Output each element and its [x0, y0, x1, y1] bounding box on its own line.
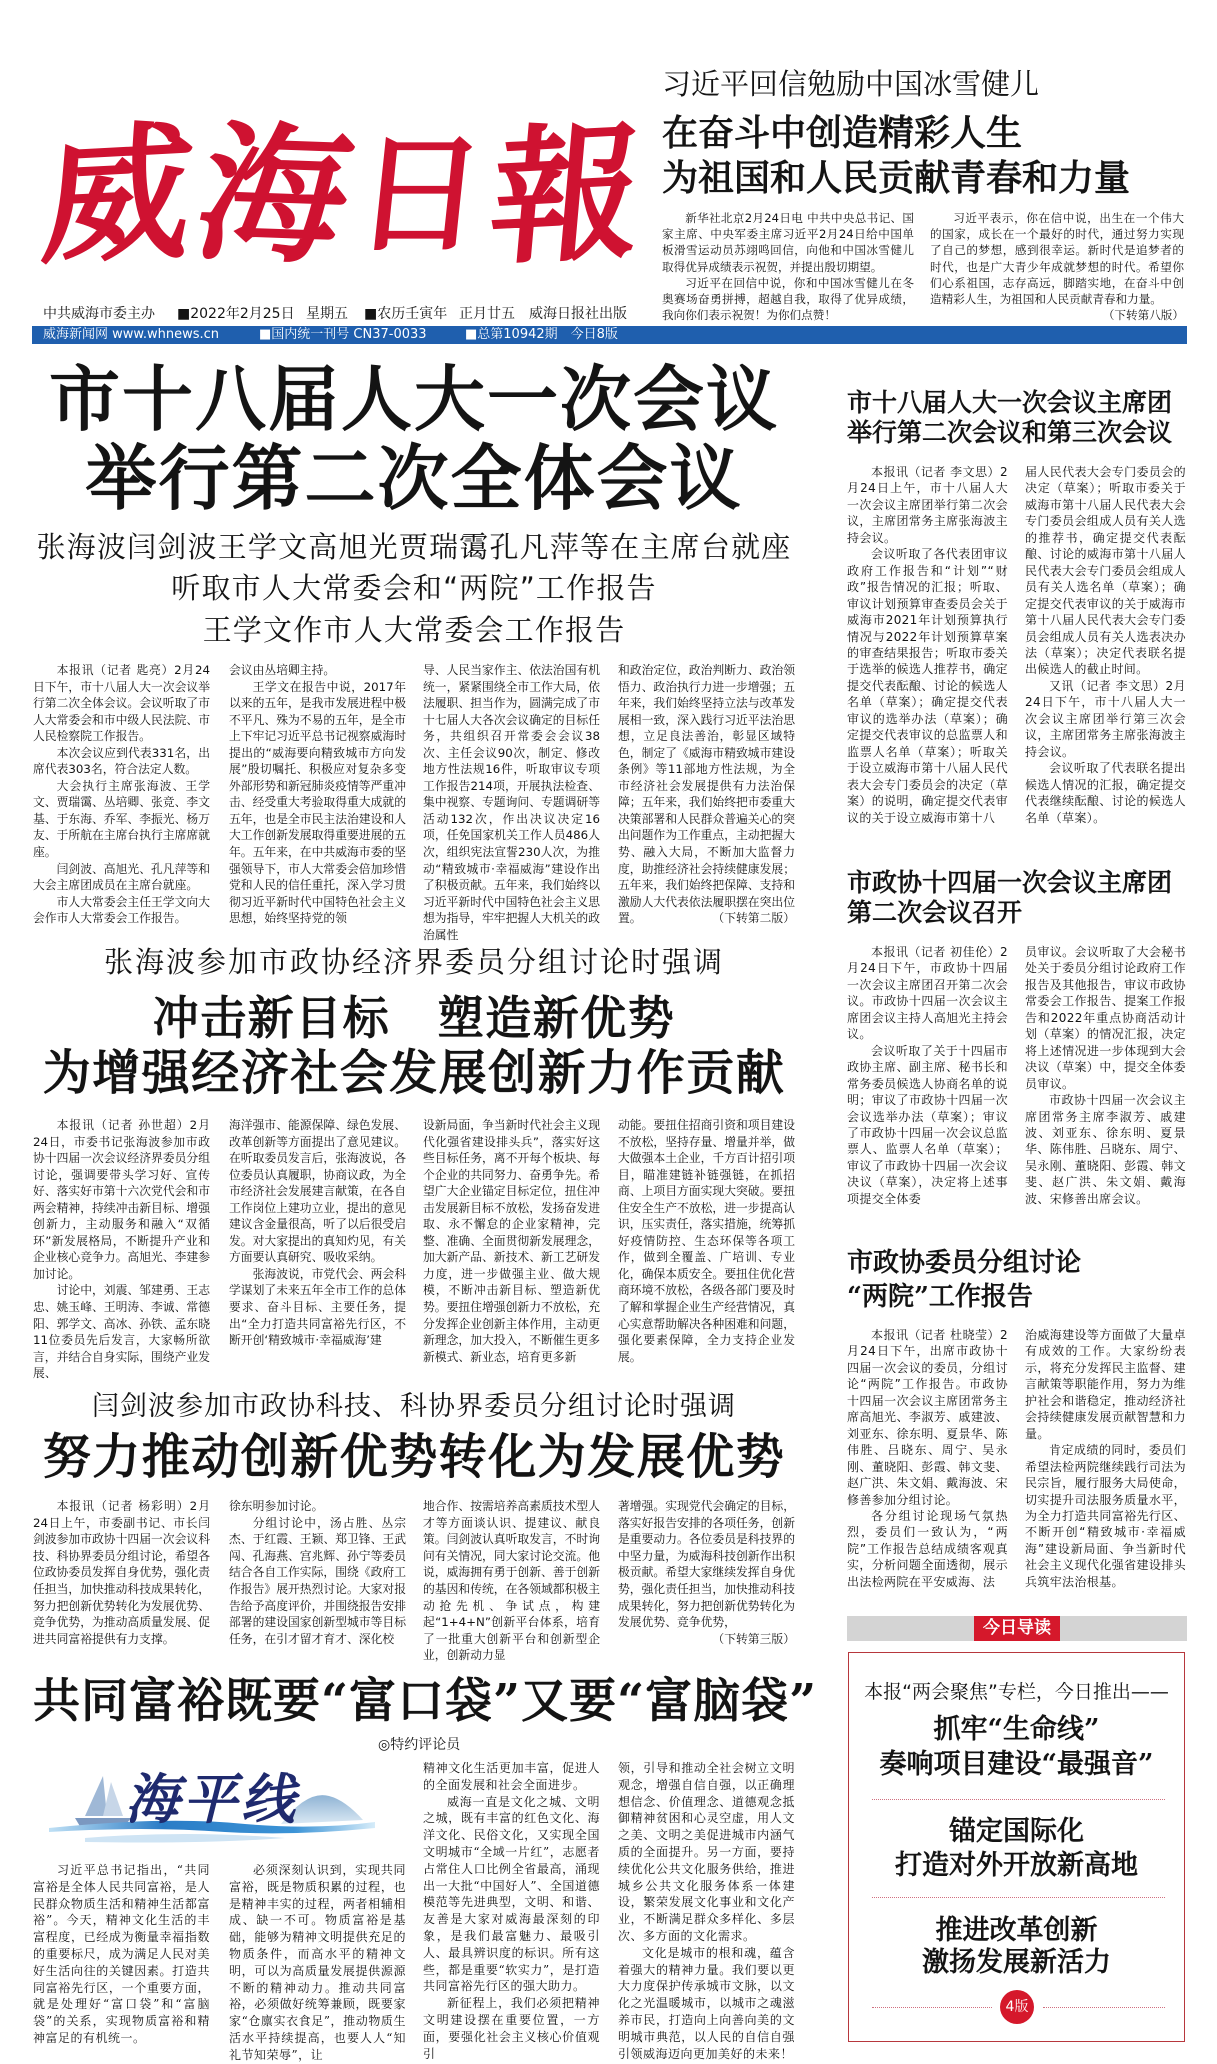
paragraph: 设新局面，争当新时代社会主义现代化强省建设排头兵”，落实好这些目标任务，离不开每个板块、每个企业的共同努力、奋勇争先。希望广大企业锚定目标定位，扭住冲击发展新目标不放松，发扬奋发进取、永不懈怠的企业家精神，完整、准确、全面贯彻新发展理念，加大新产品、新技术、新工艺研发力度，进一步做强主业、做大规模，不断冲击新目标、塑造新优势。要扭住增强创新力不放松，充分发挥企业创新主体作用，主动更新理念，加大投入，不断催生更多新模式、新业态，培育更多新 [423, 1118, 600, 1364]
newspaper-logo [35, 92, 649, 298]
guide-item-title[interactable]: 锚定国际化 [949, 1816, 1084, 1847]
guide-item-title[interactable]: 推进改革创新 [935, 1915, 1098, 1946]
presidium-headline[interactable]: 举行第二次会议和第三次会议 [847, 418, 1173, 447]
paragraph: 新华社北京2月24日电 中共中央总书记、国家主席、中央军委主席习近平2月24日给中国单板滑雪运动员苏翊鸣回信，向他和中国冰雪健儿取得优异成绩表示祝贺，并提出殷切期望。 [662, 211, 914, 274]
column-logo-text: 海平线 [125, 1767, 299, 1831]
paragraph: 本报讯（记者 孙世超）2月24日，市委书记张海波参加市政协十四届一次会议经济界委员分组讨论，强调要带头学习好、宣传好、落实好市第十六次党代会和市两会精神，持续冲击新目标、增强创新力，主动服务和融入“双循环”新发展格局，不断提升产业和企业核心竞争力。高旭光、李建参加讨论。 [33, 1118, 210, 1281]
article-column [847, 944, 1008, 1207]
article-column [423, 662, 600, 942]
paragraph: 会议听取了各代表团审议政府工作报告和“计划”“财政”报告情况的汇报；听取、审议计划预算审查委员会关于威海市2021年计划预算执行情况与2022年计划预算草案的审查结果报告；听取市委关于选举的候选人推荐书，确定提交代表酝酿、讨论的候选人名单（草案）；确定提交代表审议的选举办法（草案）；确定提交代表审议的总监票人和监票人名单（草案）；听取关于设立威海市第十八届人民代表大会专门委员会的决定（草案）的说明，确定提交代表审议的关于设立威海市第十八 [847, 547, 1008, 825]
paragraph: 习近平总书记指出，“共同富裕是全体人民共同富裕，是人民群众物质生活和精神生活都富裕”。今天，精神文化生活的丰富程度，已经成为衡量幸福指数的重要标尺，成为满足人民对美好生活向往的关键因素。打造共同富裕先行区，一个重要方面，就是处理好“富口袋”和“富脑袋”的关系，实现物质富裕和精神富足的有机统一。 [33, 1863, 210, 2045]
divider [872, 1897, 1165, 1898]
lead-subhead: 王学文作市人大常委会工作报告 [202, 613, 626, 647]
lead-subhead: 张海波闫剑波王学文高旭光贾瑞霭孔凡萍等在主席台就座 [36, 530, 792, 564]
paragraph: 领，引导和推动全社会树立文明观念，增强自信自强，以正确理想信念、价值理念、道德观念抵御精神贫困和心灵空虚，用人文之美、文明之美促进城市内涵气质的全面提升。另一方面，要持续优化公共文化服务供给，推进城乡公共文化服务体系一体建设，繁荣发展文化事业和文化产业，不断满足群众多样化、多层次、多方面的文化需求。 [618, 1761, 795, 1943]
sponsor: 中共威海市委主办 [43, 306, 155, 322]
article-column [662, 210, 914, 323]
lead-headline[interactable]: 举行第二次全体会议 [85, 436, 743, 520]
publisher: 威海日报社出版 [529, 306, 627, 322]
paragraph: 员审议。会议听取了大会秘书处关于委员分组讨论政府工作报告及其他报告，审议市政协常委会工作报告、提案工作报告和2022年重点协商活动计划（草案）的情况汇报，决定将上述情况进一步体现到大会决议（草案）中，提交全体委员审议。 [1025, 945, 1186, 1091]
cppcc-presidium-headline[interactable]: 第二次会议召开 [847, 898, 1023, 927]
article-column [229, 1117, 406, 1365]
serial-number: ■国内统一刊号 CN37-0033 [259, 327, 427, 342]
paragraph: 大会执行主席张海波、王学文、贾瑞霭、丛培卿、张竞、李文基、于东海、乔军、李振光、杨万友、于所航在主席台执行主席席就座。 [33, 778, 210, 860]
paragraph: 王学文在报告中说，2017年以来的五年，是我市发展进程中极不平凡、殊为不易的五年，是全市上下牢记习近平总书记视察威海时提出的“威海要向精致城市方向发展”殷切嘱托、积极应对复杂多变外部形势和新冠肺炎疫情等严重冲击、经受重大考验取得重大成就的五年，也是全市民主法治建设和人大工作创新发展取得重要进展的五年。五年来，在中共威海市委的坚强领导下，市人大常委会倍加珍惜党和人民的信任重托，深入学习贯彻习近平新时代中国特色社会主义思想，始终坚持党的领 [229, 679, 406, 926]
divider [1043, 2007, 1165, 2008]
paragraph: 本次会议应到代表331名，出席代表303名，符合法定人数。 [33, 745, 210, 777]
logo-char: 報 [483, 104, 649, 286]
article-column [618, 1760, 795, 2061]
article-column [33, 1862, 210, 2047]
top-story-headline[interactable]: 在奋斗中创造精彩人生 [662, 112, 1023, 154]
article-column [930, 210, 1184, 323]
paragraph: 本报讯（记者 匙亮）2月24日下午，市十八届人大一次会议举行第二次全体会议。会议听取了市人大常委会和市中级人民法院、市人民检察院工作报告。 [33, 663, 210, 744]
logo-char: 日 [348, 120, 492, 270]
paragraph: 讨论中，刘震、邹建勇、王志忠、姚玉峰、王明涛、李诚、常德阳、郭学文、高冰、孙铁、孟东晓11位委员先后发言，大家畅所欲言，并结合自身实际，围绕产业发展、 [33, 1283, 210, 1381]
wave-graphic [85, 1834, 285, 1843]
tech-story-headline[interactable]: 努力推动创新优势转化为发展优势 [42, 1429, 786, 1485]
paragraph: 文化是城市的根和魂，蕴含着强大的精神力量。我们要以更大力度保护传承城市文脉，以文化之光温暖城市，以城市之魂滋养市民，打造向上向善向美的文明城市典范，以人民的自信自强引领威海迈向更加美好的未来！ [618, 1945, 795, 2061]
issue-date: ■2022年2月25日 [177, 306, 295, 322]
paragraph: 会议由丛培卿主持。 [229, 663, 336, 677]
presidium-headline[interactable]: 市十八届人大一次会议主席团 [847, 388, 1173, 417]
paragraph: 海洋强市、能源保障、绿色发展、改革创新等方面提出了意见建议。在听取委员发言后，张海波说，各位委员认真履职，协商议政，为全市经济社会发展建言献策，在各自工作岗位上建功立业，提出的意见建议含金量很高，听了以后很受启发。对大家提出的真知灼见，有关方面要认真研究、吸收采纳。 [229, 1118, 406, 1265]
masthead-info-bar [32, 326, 1187, 344]
cppcc-discussion-headline[interactable]: “两院”工作报告 [847, 1282, 1033, 1312]
article-column [229, 662, 406, 927]
article-column [1025, 1327, 1186, 1590]
paragraph: 徐东明参加讨论。 [229, 1499, 324, 1513]
guide-intro: 本报“两会聚焦”专栏，今日推出—— [864, 1681, 1169, 1703]
paragraph: 会议听取了代表联名提出候选人情况的汇报，确定提交代表继续酝酿、讨论的候选人名单（草案）。 [1025, 761, 1186, 825]
top-story-headline[interactable]: 为祖国和人民贡献青春和力量 [662, 157, 1131, 199]
website: 威海新闻网 www.whnews.cn [43, 327, 220, 342]
paragraph: 届人民代表大会专门委员会的决定（草案）；听取市委关于威海市第十八届人民代表大会专门委员会组成人员有关人选的推荐书，确定提交代表酝酿、讨论的威海市第十八届人民代表大会专门委员会组成人员有关人选名单（草案）；确定提交代表审议的关于威海市第十八届人民代表大会专门委员会组成人员有关人选表决办法（草案）；决定代表联名提出候选人的截止时间。 [1025, 465, 1186, 677]
paragraph: 本报讯（记者 初佳伦）2月24日下午，市政协十四届一次会议主席团召开第二次会议。市政协十四届一次会议主席团会议主持人高旭光主持会议。 [847, 945, 1008, 1042]
paragraph: 新征程上，我们必须把精神文明建设摆在重要位置，一方面，要强化社会主义核心价值观引 [423, 1996, 600, 2061]
paragraph: 导、人民当家作主、依法治国有机统一，紧紧围绕全市工作大局，依法履职、担当作为，圆满完成了市十七届人大各次会议确定的目标任务，共组织召开常委会会议38次、主任会议90次，制定、修改地方性法规16件，听取审议专项工作报告214项，开展执法检查、集中视察、专题询问、专题调研等活动132次，作出决议决定16项，任免国家机关工作人员486人次，组织宪法宣誓230人次，为推动“精致城市·幸福威海”建设作出了积极贡献。五年来，我们始终以习近平新时代中国特色社会主义思想为指导，牢牢把握人大机关的政治属性 [423, 663, 600, 942]
paragraph: 会议听取了关于十四届市政协主席、副主席、秘书长和常务委员候选人协商名单的说明；审议了市政协十四届一次会议选举办法（草案）；审议了市政协十四届一次会议总监票人、监票人名单（草案）；审议了市政协十四届一次会议决议（草案），决定将上述事项提交全体委 [847, 1043, 1008, 1206]
article-column [33, 662, 210, 927]
cppcc-presidium-headline[interactable]: 市政协十四届一次会议主席团 [847, 868, 1173, 897]
paragraph: 各分组讨论现场气氛热烈，委员们一致认为，“两院”工作报告总结成绩客观真实，分析问题全面透彻，展示出法检两院在平安威海、法 [847, 1508, 1008, 1589]
paragraph: 动能。要扭住招商引资和项目建设不放松，坚持存量、增量并举，做大做强本土企业，千方百计招引项目，瞄准建链补链强链，在抓招商、上项目方面实现大突破。要扭住安全生产不放松，进一步提高认识，压实责任，落实措施，统筹抓好疫情防控、生态环保等各项工作，做到全覆盖、广培训、专业化，确保本质安全。要扭住优化营商环境不放松，各级各部门要及时了解和掌握企业生产经营情况，真心实意帮助解决各种困难和问题，强化要素保障，全力支持企业发展。 [618, 1118, 795, 1364]
tech-story-kicker[interactable]: 闫剑波参加市政协科技、科协界委员分组讨论时强调 [92, 1391, 736, 1422]
column-logo [45, 1766, 377, 1848]
paragraph: 治威海建设等方面做了大量卓有成效的工作。大家纷纷表示，将充分发挥民主监督、建言献策等职能作用，努力为维护社会和谐稳定，推动经济社会持续健康发展贡献智慧和力量。 [1025, 1328, 1186, 1441]
paragraph: 精神文化生活更加丰富，促进人的全面发展和社会全面进步。 [423, 1761, 600, 1792]
article-column [33, 1117, 210, 1381]
paragraph: 本报讯（记者 杨彩明）2月24日上午，市委副书记、市长闫剑波参加市政协十四届一次会议科技、科协界委员分组讨论，希望各位政协委员发挥自身优势，强化责任担当，加快推动科技成果转化，努力把创新优势转化为发展优势、竞争优势，为推动高质量发展、促进共同富裕提供有力支撑。 [33, 1499, 210, 1646]
issue-number: ■总第10942期 今日8版 [465, 327, 618, 342]
paragraph: 和政治定位，政治判断力、政治领悟力、政治执行力进一步增强；五年来，我们始终坚持立法与改革发展相一致，深入践行习近平法治思想，立足良法善治，彰显区域特色，制定了《威海市精致城市建设条例》等11部地方性法规，为全市经济社会发展提供有力法治保障；五年来，我们始终把市委重大决策部署和人民群众普遍关心的突出问题作为工作重点，主动把握大势、融入大局，不断加大监督力度，助推经济社会持续健康发展；五年来，我们始终把保障、支持和激励人大代表依法履职摆在突出位置。 [618, 663, 795, 926]
paragraph: 张海波说，市党代会、两会科学谋划了未来五年全市工作的总体要求、奋斗目标、主要任务，提出“全力打造共同富裕先行区，不断开创‘精致城市·幸福威海’建 [229, 1266, 406, 1348]
guide-item-title[interactable]: 抓牢“生命线” [933, 1714, 1100, 1745]
article-column [618, 1498, 795, 1648]
paragraph: 地合作、按需培养高素质技术型人才等方面谈认识、提建议、献良策。闫剑波认真听取发言，不时询问有关情况，同大家讨论交流。他说，威海拥有勇于创新、善于创新的基因和传统，在各领域都积极主动抢先机、争试点，构建起“1+4+N”创新平台体系，培育了一批重大创新平台和创新型企业，创新动力显 [423, 1499, 600, 1663]
article-column [423, 1498, 600, 1663]
article-column [1025, 464, 1186, 826]
paragraph: 习近平表示，你在信中说，出生在一个伟大的国家，成长在一个最好的时代，通过努力实现了自己的梦想，感到很幸运。新时代是追梦者的时代，也是广大青少年成就梦想的时代。希望你们心系祖国，志存高远，脚踏实地，在奋斗中创造精彩人生，为祖国和人民贡献青春和力量。 [930, 211, 1184, 307]
weekday: 星期五 [306, 306, 348, 322]
cppcc-discussion-headline[interactable]: 市政协委员分组讨论 [847, 1248, 1082, 1278]
paragraph: 闫剑波、高旭光、孔凡萍等和大会主席团成员在主席台就座。 [33, 861, 210, 893]
paragraph: 本报讯（记者 杜晓莹）2月24日下午，出席市政协十四届一次会议的委员，分组讨论“两院”工作报告。市政协十四届一次会议主席团常务主席高旭光、李淑芳、戚建波、刘亚东、徐东明、夏景华、陈伟胜、吕晓东、周宁、吴永刚、董晓阳、彭霞、韩文斐、赵广洪、朱文娟、戴海波、宋修善参加分组讨论。 [847, 1328, 1008, 1507]
economy-story-headline[interactable]: 冲击新目标 塑造新优势 [152, 991, 676, 1045]
paragraph: 本报讯（记者 李文思）2月24日上午，市十八届人大一次会议主席团举行第二次会议，主席团常务主席张海波主持会议。 [847, 465, 1008, 545]
article-column [618, 662, 795, 927]
paragraph: 著增强。实现党代会确定的目标，落实好报告安排的各项任务，创新是重要动力。各位委员是科技界的中坚力量，为威海科技创新作出积极贡献。希望大家继续发挥自身优势，强化责任担当，加快推动科技成果转化，努力把创新优势转化为发展优势、竞争优势， [618, 1499, 795, 1630]
paragraph: 习近平在回信中说，你和中国冰雪健儿在冬奥赛场奋勇拼搏，超越自我，取得了优异成绩，我向你们表示祝贺！为你们点赞！ [662, 275, 914, 323]
article-column [423, 1760, 600, 2061]
economy-story-headline[interactable]: 为增强经济社会发展创新力作贡献 [42, 1045, 786, 1101]
paragraph: 市人大常委会主任王学文向大会作市人大常委会工作报告。 [33, 894, 210, 926]
commentary-byline: ◎特约评论员 [378, 1737, 461, 1753]
guide-item-title[interactable]: 打造对外开放新高地 [895, 1850, 1138, 1881]
paragraph: 分组讨论中，汤占胜、丛宗杰、于红霞、王颖、郑卫锋、王武闯、孔海燕、宫兆辉、孙宁等委员结合各自工作实际，围绕《政府工作报告》展开热烈讨论。大家对报告给予高度评价，并围绕报告安排部署的建设国家创新型城市等目标任务，在引才留才育才、深化校 [229, 1515, 406, 1646]
article-column [229, 1498, 406, 1648]
article-column [847, 1327, 1008, 1590]
guide-item-title[interactable]: 激扬发展新活力 [922, 1947, 1111, 1978]
economy-story-kicker[interactable]: 张海波参加市政协经济界委员分组讨论时强调 [103, 945, 724, 979]
guide-item-title[interactable]: 奏响项目建设“最强音” [879, 1749, 1154, 1780]
paragraph: 威海一直是文化之城、文明之城，既有丰富的红色文化、海洋文化、民俗文化，又实现全国文明城市“全域一片红”，志愿者占常住人口比例全省最高，涌现出一大批“中国好人”、全国道德模范等先进典型，文明、和谐、友善是大家对威海最深刻的印象，是我们最富魅力、最吸引人、最具辨识度的标识。所有这些，都是重要“软实力”，是打造共同富裕先行区的强大助力。 [423, 1794, 600, 1994]
lunar-year: ■农历壬寅年 [364, 306, 448, 322]
lunar-day: 正月廿五 [459, 306, 515, 322]
logo-char: 威 [35, 104, 201, 286]
paragraph: 市政协十四届一次会议主席团常务主席李淑芳、戚建波、刘亚东、徐东明、夏景华、陈伟胜、吕晓东、周宁、吴永刚、董晓阳、彭霞、韩文斐、赵广洪、朱文娟、戴海波、宋修善出席会议。 [1025, 1093, 1186, 1206]
paragraph: 又讯（记者 李文思）2月24日下午，市十八届人大一次会议主席团举行第三次会议，主席团常务主席张海波主持会议。 [1025, 678, 1186, 759]
article-column [33, 1498, 210, 1648]
article-column [618, 1117, 795, 1365]
article-column [423, 1117, 600, 1365]
top-story-kicker[interactable]: 习近平回信勉励中国冰雪健儿 [662, 67, 1040, 101]
continued-note: （下转第二版） [706, 910, 795, 927]
divider [872, 2007, 992, 2008]
logo-char: 海 [182, 105, 366, 285]
continued-note: （下转第三版） [706, 1631, 795, 1648]
guide-label: 今日导读 [974, 1616, 1060, 1641]
paragraph: 必须深刻认识到，实现共同富裕，既是物质积累的过程，也是精神丰实的过程，两者相辅相成、缺一不可。物质富裕是基础，能够为精神文明提供充足的物质条件，而高水平的精神文明，可以为高质量发展提供源源不断的精神动力。推动共同富裕，必须做好统筹兼顾，既要家家“仓廪实衣食足”，推动物质生活水平持续提高，也要人人“知礼节知荣辱”，让 [229, 1863, 406, 2062]
lead-subhead: 听取市人大常委会和“两院”工作报告 [171, 571, 657, 605]
page-badge[interactable]: 4版 [1000, 1990, 1034, 2024]
article-column [847, 464, 1008, 826]
commentary-headline[interactable]: 共同富裕既要“富口袋”又要“富脑袋” [33, 1674, 818, 1729]
continued-note: （下转第八版） [1097, 307, 1184, 323]
sailboat-icon [75, 1776, 131, 1828]
divider [872, 1799, 1165, 1800]
article-column [1025, 944, 1186, 1207]
paragraph: 肯定成绩的同时，委员们希望法检两院继续践行司法为民宗旨，履行服务大局使命，切实提升司法服务质量水平，为全力打造共同富裕先行区、不断开创“精致城市·幸福威海”建设新局面、争当新时代社会主义现代化强省建设排头兵筑牢法治根基。 [1025, 1443, 1186, 1589]
article-column [229, 1862, 406, 2062]
lead-headline[interactable]: 市十八届人大一次会议 [48, 357, 779, 441]
